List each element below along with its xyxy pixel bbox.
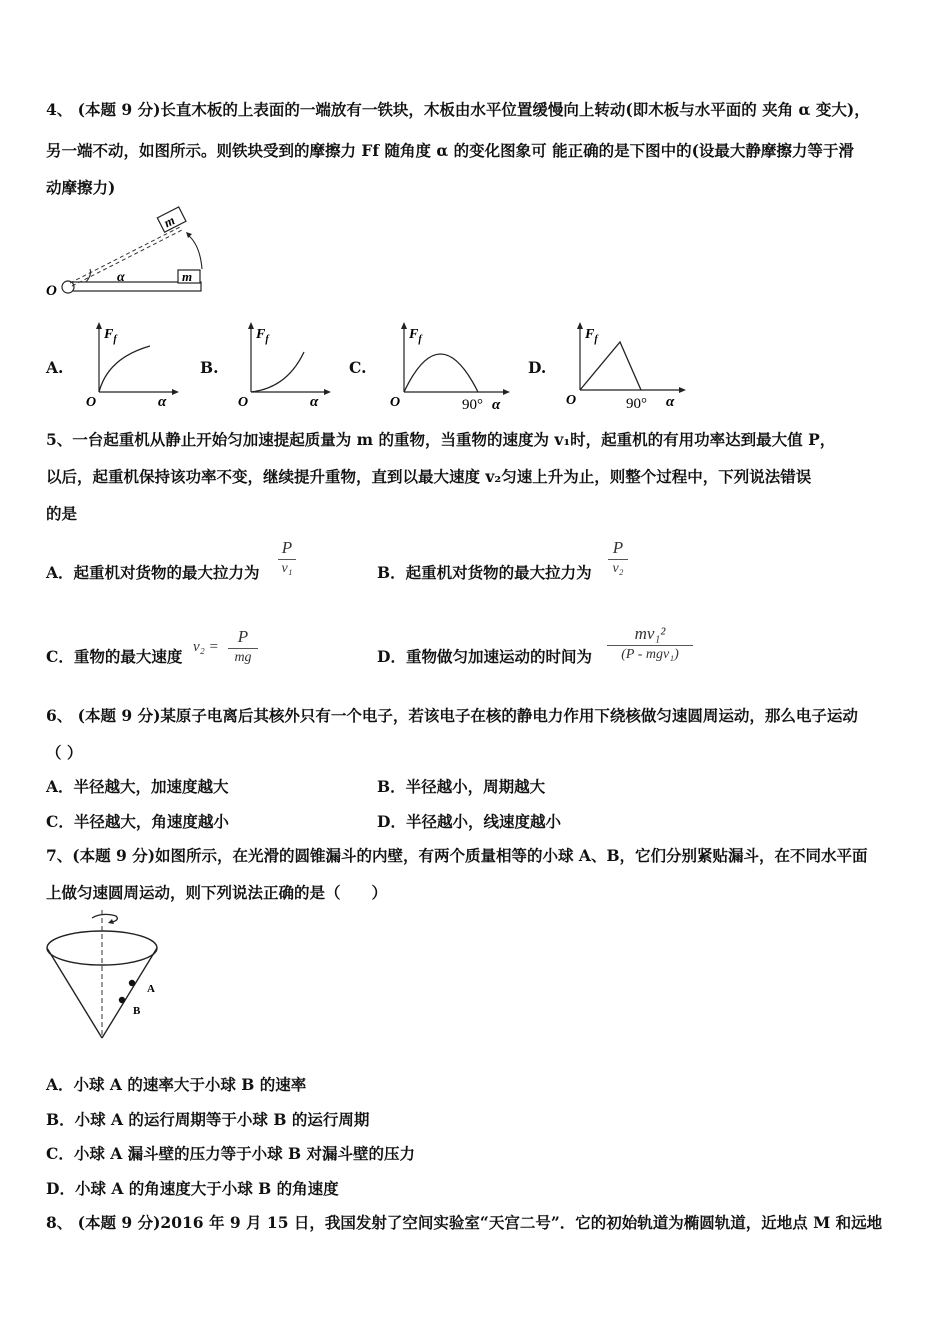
- ysub: f: [113, 334, 117, 345]
- fig-block-label: m: [182, 269, 193, 284]
- ball-a-label: A: [147, 983, 155, 995]
- fig-angle-label: α: [117, 270, 125, 285]
- q7-line-2: 上做匀速圆周运动，则下列说法正确的是（ ）: [46, 883, 388, 902]
- ball-b: [119, 997, 125, 1003]
- ysub: f: [265, 334, 269, 345]
- q4-graph-c: [382, 320, 512, 415]
- ball-b-label: B: [133, 1005, 141, 1017]
- q6-line-2: （ ）: [46, 743, 83, 762]
- q7-line-1: 7、(本题 9 分)如图所示，在光滑的圆锥漏斗的内壁，有两个质量相等的小球 A、B，它们分别紧贴漏斗，在不同水平面: [46, 846, 868, 865]
- numerator: P: [237, 627, 249, 646]
- q5-option-a: A．起重机对货物的最大拉力为: [46, 563, 260, 582]
- incline-board-figure: [40, 205, 220, 305]
- xlabel: α: [158, 394, 167, 410]
- q4-graph-d: [558, 320, 688, 415]
- ball-a: [129, 980, 135, 986]
- ylabel: F: [409, 327, 419, 342]
- xlabel: α: [666, 394, 675, 410]
- q6-line-1: 6、 (本题 9 分)某原子电离后其核外只有一个电子，若该电子在核的静电力作用下绕核做匀速圆周运动，那么电子运动: [46, 706, 858, 725]
- svg-text:Ff: [103, 327, 118, 345]
- q7-option-d: D．小球 A 的角速度大于小球 B 的角速度: [46, 1179, 339, 1198]
- q5-option-c: C．重物的最大速度: [46, 647, 183, 666]
- xlabel: α: [310, 394, 319, 410]
- q7-option-a: A．小球 A 的速率大于小球 B 的速率: [46, 1075, 307, 1094]
- denominator: (P - mgv₁): [621, 647, 679, 662]
- q6-option-d: D．半径越小，线速度越小: [377, 812, 561, 831]
- origin: O: [390, 395, 401, 410]
- mark: 90°: [462, 397, 483, 413]
- q6-option-b: B．半径越小，周期越大: [377, 777, 546, 796]
- q4-option-d-label: D.: [528, 358, 547, 377]
- origin: O: [86, 395, 97, 410]
- q4-graph-a: [80, 320, 180, 410]
- ylabel: F: [104, 327, 114, 342]
- ysub: f: [594, 334, 598, 345]
- q6-option-c: C．半径越大，角速度越小: [46, 812, 229, 831]
- ylabel: F: [585, 327, 595, 342]
- q5-option-b: B．起重机对货物的最大拉力为: [377, 563, 592, 582]
- numerator: mv₁²: [634, 624, 666, 643]
- denominator: v₁: [281, 561, 293, 576]
- cone-funnel-figure: [40, 908, 180, 1048]
- q5-d-fraction: [607, 624, 693, 663]
- q5-a-fraction: [278, 538, 296, 577]
- origin: O: [566, 393, 577, 408]
- ysub: f: [418, 334, 422, 345]
- q4-line-3: 动摩擦力): [46, 178, 116, 197]
- q8-line-1: 8、 (本题 9 分)2016 年 9 月 15 日，我国发射了空间实验室“天宫二号”．它的初始轨道为椭圆轨道，近地点 M 和远地: [46, 1213, 883, 1232]
- svg-text:Ff: [584, 327, 599, 345]
- q6-option-a: A．半径越大，加速度越大: [46, 777, 229, 796]
- q4-graph-b: [232, 320, 332, 410]
- fig-block-top-label: m: [161, 212, 178, 231]
- svg-text:Ff: [255, 327, 270, 345]
- fig-origin-label: O: [46, 283, 57, 299]
- q4-line-2: 另一端不动，如图所示。则铁块受到的摩擦力 Ff 随角度 α 的变化图象可 能正确的是下图中的(设最大静摩擦力等于滑: [46, 141, 854, 160]
- q4-line-1: 4、 (本题 9 分)长直木板的上表面的一端放有一铁块，木板由水平位置缓慢向上转动(即木板与水平面的 夹角 α 变大)，: [46, 100, 870, 119]
- ylabel: F: [256, 327, 266, 342]
- q5-line-1: 5、一台起重机从静止开始匀加速提起质量为 m 的重物，当重物的速度为 v₁时，起重机的有用功率达到最大值 P，: [46, 430, 836, 449]
- q5-c-lhs: v₂ =: [193, 639, 219, 655]
- denominator: v₂: [612, 561, 624, 576]
- origin: O: [238, 395, 249, 410]
- numerator: P: [281, 538, 293, 557]
- q5-line-2: 以后，起重机保持该功率不变，继续提升重物，直到以最大速度 v₂匀速上升为止，则整个过程中，下列说法错误: [46, 467, 812, 486]
- q7-option-b: B．小球 A 的运行周期等于小球 B 的运行周期: [46, 1110, 370, 1129]
- denominator: mg: [234, 650, 252, 665]
- q5-option-d: D．重物做匀加速运动的时间为: [377, 647, 592, 666]
- q4-option-a-label: A.: [46, 358, 64, 377]
- numerator: P: [612, 538, 624, 557]
- q7-option-c: C．小球 A 漏斗壁的压力等于小球 B 对漏斗壁的压力: [46, 1144, 416, 1163]
- xlabel: α: [492, 397, 501, 413]
- mark: 90°: [626, 396, 647, 412]
- svg-text:Ff: [408, 327, 423, 345]
- q4-option-b-label: B.: [200, 358, 219, 377]
- q5-b-fraction: [608, 538, 628, 577]
- q5-c-fraction: [228, 627, 258, 666]
- q4-option-c-label: C.: [349, 358, 367, 377]
- q5-line-3: 的是: [46, 504, 78, 523]
